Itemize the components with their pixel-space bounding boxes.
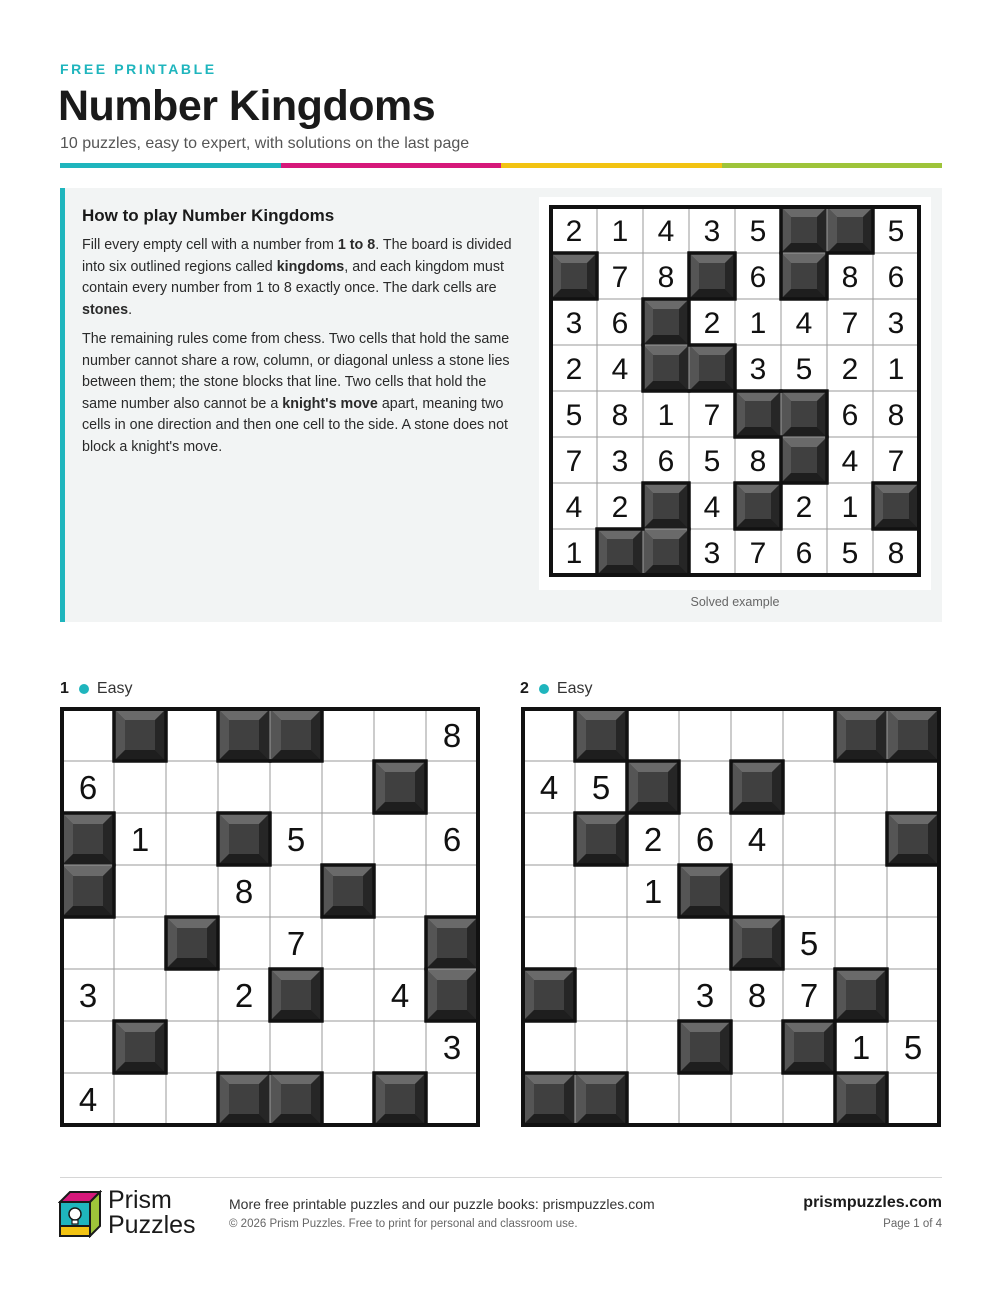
footer-page-number: Page 1 of 4 [883, 1218, 942, 1230]
stone-cell [689, 253, 735, 299]
empty-cell[interactable] [218, 1021, 270, 1073]
empty-cell[interactable] [322, 761, 374, 813]
empty-cell[interactable] [270, 1021, 322, 1073]
difficulty-dot-icon [539, 684, 549, 694]
empty-cell[interactable] [166, 969, 218, 1021]
stone-cell [735, 391, 781, 437]
cell-number: 3 [442, 1028, 462, 1066]
cell-number: 5 [703, 444, 721, 478]
stone-cell [735, 483, 781, 529]
stone-cell [827, 207, 873, 253]
stone-cell [627, 761, 679, 813]
stone-cell [643, 299, 689, 345]
stone-cell [887, 813, 939, 865]
color-bar-segment [281, 163, 502, 168]
cell-number: 8 [887, 536, 905, 570]
cell-number: 2 [234, 976, 254, 1014]
empty-cell[interactable] [322, 813, 374, 865]
empty-cell[interactable] [426, 865, 478, 917]
cell-number: 4 [657, 214, 675, 248]
empty-cell[interactable] [627, 1021, 679, 1073]
empty-cell[interactable] [114, 969, 166, 1021]
empty-cell[interactable] [523, 709, 575, 761]
empty-cell[interactable] [62, 1021, 114, 1073]
color-bar-segment [722, 163, 943, 168]
puzzle-1-label [60, 680, 132, 698]
stone-cell [62, 813, 114, 865]
stone-cell [835, 969, 887, 1021]
empty-cell[interactable] [523, 1021, 575, 1073]
cell-number: 1 [130, 820, 150, 858]
kicker: FREE PRINTABLE [60, 61, 217, 77]
stone-cell [781, 437, 827, 483]
cell-number: 4 [539, 768, 559, 806]
empty-cell[interactable] [783, 865, 835, 917]
empty-cell[interactable] [627, 1073, 679, 1125]
empty-cell[interactable] [166, 761, 218, 813]
puzzle-difficulty: Easy [96, 680, 133, 697]
stone-cell [835, 709, 887, 761]
empty-cell[interactable] [523, 813, 575, 865]
stone-cell [374, 761, 426, 813]
rules-paragraph-2: The remaining rules come from chess. Two cells that hold the same number cannot share a row, column, or diagonal unless a stone lies between them; the stone blocks that line. Two cells that hold the same number also cannot be a knight's move apart, meaning two cells in one direction and then one cell to the side. A stone does not block a knight's move. [82, 331, 510, 455]
cell-number: 8 [841, 260, 859, 294]
empty-cell[interactable] [887, 917, 939, 969]
cell-number: 5 [903, 1028, 923, 1066]
empty-cell[interactable] [62, 709, 114, 761]
empty-cell[interactable] [731, 1021, 783, 1073]
empty-cell[interactable] [114, 1073, 166, 1125]
empty-cell[interactable] [627, 709, 679, 761]
cell-number: 8 [234, 872, 254, 910]
logo-word-prism: Prism [108, 1186, 172, 1214]
prism-puzzles-logo [58, 1188, 218, 1240]
empty-cell[interactable] [322, 969, 374, 1021]
puzzle-number: 1 [60, 680, 69, 697]
empty-cell[interactable] [835, 917, 887, 969]
empty-cell[interactable] [166, 709, 218, 761]
page-subtitle: 10 puzzles, easy to expert, with solutions on the last page [60, 135, 470, 152]
cell-number: 2 [611, 490, 629, 524]
stone-cell [575, 709, 627, 761]
page-title: Number Kingdoms [58, 82, 436, 130]
cell-number: 4 [841, 444, 859, 478]
cell-number: 7 [286, 924, 306, 962]
puzzle-1-grid [58, 705, 482, 1129]
cell-number: 4 [703, 490, 721, 524]
cell-number: 5 [749, 214, 767, 248]
stone-cell [679, 865, 731, 917]
stone-cell [523, 1073, 575, 1125]
cell-number: 5 [799, 924, 819, 962]
empty-cell[interactable] [62, 917, 114, 969]
cell-number: 2 [795, 490, 813, 524]
cell-number: 8 [749, 444, 767, 478]
stone-cell [689, 345, 735, 391]
empty-cell[interactable] [374, 1021, 426, 1073]
cell-number: 1 [565, 536, 583, 570]
empty-cell[interactable] [835, 813, 887, 865]
cell-number: 2 [703, 306, 721, 340]
stone-cell [575, 1073, 627, 1125]
stone-cell [781, 253, 827, 299]
cell-number: 1 [851, 1028, 871, 1066]
cell-number: 6 [749, 260, 767, 294]
stone-cell [887, 709, 939, 761]
cell-number: 1 [657, 398, 675, 432]
empty-cell[interactable] [270, 761, 322, 813]
stone-cell [575, 813, 627, 865]
empty-cell[interactable] [731, 1073, 783, 1125]
cell-number: 1 [611, 214, 629, 248]
stone-cell [781, 391, 827, 437]
empty-cell[interactable] [426, 1073, 478, 1125]
cell-number: 6 [442, 820, 462, 858]
empty-cell[interactable] [114, 865, 166, 917]
logo-word-puzzles: Puzzles [108, 1211, 196, 1239]
empty-cell[interactable] [679, 709, 731, 761]
empty-cell[interactable] [166, 1073, 218, 1125]
stone-cell [835, 1073, 887, 1125]
stone-cell [166, 917, 218, 969]
stone-cell [270, 709, 322, 761]
empty-cell[interactable] [114, 917, 166, 969]
stone-cell [783, 1021, 835, 1073]
rule-emphasis: stones [82, 301, 129, 318]
empty-cell[interactable] [218, 917, 270, 969]
rule-emphasis: kingdoms [276, 258, 345, 275]
empty-cell[interactable] [322, 917, 374, 969]
empty-cell[interactable] [887, 969, 939, 1021]
cell-number: 1 [887, 352, 905, 386]
cell-number: 3 [611, 444, 629, 478]
cell-number: 5 [591, 768, 611, 806]
cell-number: 3 [703, 536, 721, 570]
cell-number: 2 [565, 352, 583, 386]
stone-cell [731, 761, 783, 813]
rules-paragraph-1: Fill every empty cell with a number from 1 to 8. The board is divided into six outlined regions called kingdoms, and each kingdom must contain every number from 1 to 8 exactly once. The dark cells are stones. [82, 237, 512, 318]
empty-cell[interactable] [166, 1021, 218, 1073]
stone-cell [114, 709, 166, 761]
puzzle-number: 2 [520, 680, 529, 697]
solved-example-caption: Solved example [690, 595, 780, 609]
color-bar-segment [60, 163, 281, 168]
stone-cell [374, 1073, 426, 1125]
empty-cell[interactable] [627, 917, 679, 969]
empty-cell[interactable] [731, 709, 783, 761]
cell-number: 7 [611, 260, 629, 294]
cell-number: 8 [887, 398, 905, 432]
cell-number: 5 [841, 536, 859, 570]
cell-number: 4 [390, 976, 410, 1014]
empty-cell[interactable] [166, 865, 218, 917]
empty-cell[interactable] [887, 761, 939, 813]
footer-promo-text: More free printable puzzles and our puzzle books: prismpuzzles.com [229, 1196, 655, 1212]
empty-cell[interactable] [783, 1073, 835, 1125]
stone-cell [426, 969, 478, 1021]
stone-cell [643, 483, 689, 529]
empty-cell[interactable] [322, 1073, 374, 1125]
solved-example-grid [539, 197, 931, 590]
empty-cell[interactable] [835, 761, 887, 813]
cell-number: 4 [611, 352, 629, 386]
empty-cell[interactable] [523, 917, 575, 969]
color-bar [60, 163, 942, 168]
how-to-play-panel [60, 188, 942, 622]
empty-cell[interactable] [114, 761, 166, 813]
cell-number: 5 [887, 214, 905, 248]
cell-number: 5 [286, 820, 306, 858]
solved-example-board [539, 197, 931, 590]
empty-cell[interactable] [575, 969, 627, 1021]
cell-number: 7 [703, 398, 721, 432]
empty-cell[interactable] [322, 709, 374, 761]
empty-cell[interactable] [374, 709, 426, 761]
empty-cell[interactable] [575, 917, 627, 969]
empty-cell[interactable] [523, 865, 575, 917]
cell-number: 6 [795, 536, 813, 570]
cell-number: 6 [78, 768, 98, 806]
cell-number: 4 [795, 306, 813, 340]
stone-cell [270, 969, 322, 1021]
empty-cell[interactable] [575, 1021, 627, 1073]
cell-number: 4 [565, 490, 583, 524]
empty-cell[interactable] [374, 865, 426, 917]
empty-cell[interactable] [575, 865, 627, 917]
stone-cell [114, 1021, 166, 1073]
empty-cell[interactable] [270, 865, 322, 917]
puzzle-2-grid [519, 705, 943, 1129]
cell-number: 7 [887, 444, 905, 478]
stone-cell [218, 1073, 270, 1125]
cell-number: 3 [887, 306, 905, 340]
cell-number: 6 [657, 444, 675, 478]
stone-cell [218, 813, 270, 865]
empty-cell[interactable] [887, 1073, 939, 1125]
stone-cell [426, 917, 478, 969]
cell-number: 6 [695, 820, 715, 858]
empty-cell[interactable] [166, 813, 218, 865]
panel-accent [60, 188, 65, 622]
cell-number: 5 [565, 398, 583, 432]
cell-number: 8 [747, 976, 767, 1014]
cell-number: 1 [841, 490, 859, 524]
puzzle-difficulty: Easy [556, 680, 593, 697]
rule-emphasis: knight's move [282, 395, 378, 412]
stone-cell [643, 529, 689, 575]
puzzle-2-label [520, 680, 592, 698]
footer-copyright: © 2026 Prism Puzzles. Free to print for personal and classroom use. [229, 1218, 578, 1230]
stone-cell [270, 1073, 322, 1125]
empty-cell[interactable] [679, 917, 731, 969]
empty-cell[interactable] [374, 917, 426, 969]
empty-cell[interactable] [627, 969, 679, 1021]
stone-cell [597, 529, 643, 575]
cell-number: 7 [749, 536, 767, 570]
stone-cell [679, 1021, 731, 1073]
cell-number: 3 [78, 976, 98, 1014]
cell-number: 6 [887, 260, 905, 294]
stone-cell [218, 709, 270, 761]
empty-cell[interactable] [731, 865, 783, 917]
stone-cell [731, 917, 783, 969]
stone-cell [551, 253, 597, 299]
prism-cube-logo-icon [58, 1190, 102, 1238]
footer-site-link[interactable]: prismpuzzles.com [803, 1194, 942, 1211]
cell-number: 2 [841, 352, 859, 386]
empty-cell[interactable] [887, 865, 939, 917]
cell-number: 3 [703, 214, 721, 248]
empty-cell[interactable] [218, 761, 270, 813]
stone-cell [62, 865, 114, 917]
footer-rule [60, 1177, 942, 1178]
cell-number: 7 [799, 976, 819, 1014]
cell-number: 3 [749, 352, 767, 386]
empty-cell[interactable] [783, 761, 835, 813]
stone-cell [523, 969, 575, 1021]
stone-cell [873, 483, 919, 529]
cell-number: 6 [841, 398, 859, 432]
cell-number: 1 [749, 306, 767, 340]
empty-cell[interactable] [679, 761, 731, 813]
cell-number: 3 [695, 976, 715, 1014]
empty-cell[interactable] [374, 813, 426, 865]
cell-number: 4 [747, 820, 767, 858]
cell-number: 7 [565, 444, 583, 478]
cell-number: 3 [565, 306, 583, 340]
empty-cell[interactable] [783, 813, 835, 865]
rule-emphasis: 1 to 8 [337, 237, 376, 253]
cell-number: 2 [643, 820, 663, 858]
cell-number: 7 [841, 306, 859, 340]
empty-cell[interactable] [322, 1021, 374, 1073]
cell-number: 5 [795, 352, 813, 386]
color-bar-segment [501, 163, 722, 168]
empty-cell[interactable] [835, 865, 887, 917]
cell-number: 8 [611, 398, 629, 432]
empty-cell[interactable] [783, 709, 835, 761]
stone-cell [643, 345, 689, 391]
cell-number: 8 [657, 260, 675, 294]
how-to-play-title: How to play Number Kingdoms [82, 206, 335, 225]
empty-cell[interactable] [679, 1073, 731, 1125]
cell-number: 4 [78, 1080, 98, 1118]
empty-cell[interactable] [426, 761, 478, 813]
difficulty-dot-icon [79, 684, 89, 694]
cell-number: 8 [442, 716, 462, 754]
cell-number: 6 [611, 306, 629, 340]
cell-number: 2 [565, 214, 583, 248]
stone-cell [322, 865, 374, 917]
cell-number: 1 [643, 872, 663, 910]
stone-cell [781, 207, 827, 253]
